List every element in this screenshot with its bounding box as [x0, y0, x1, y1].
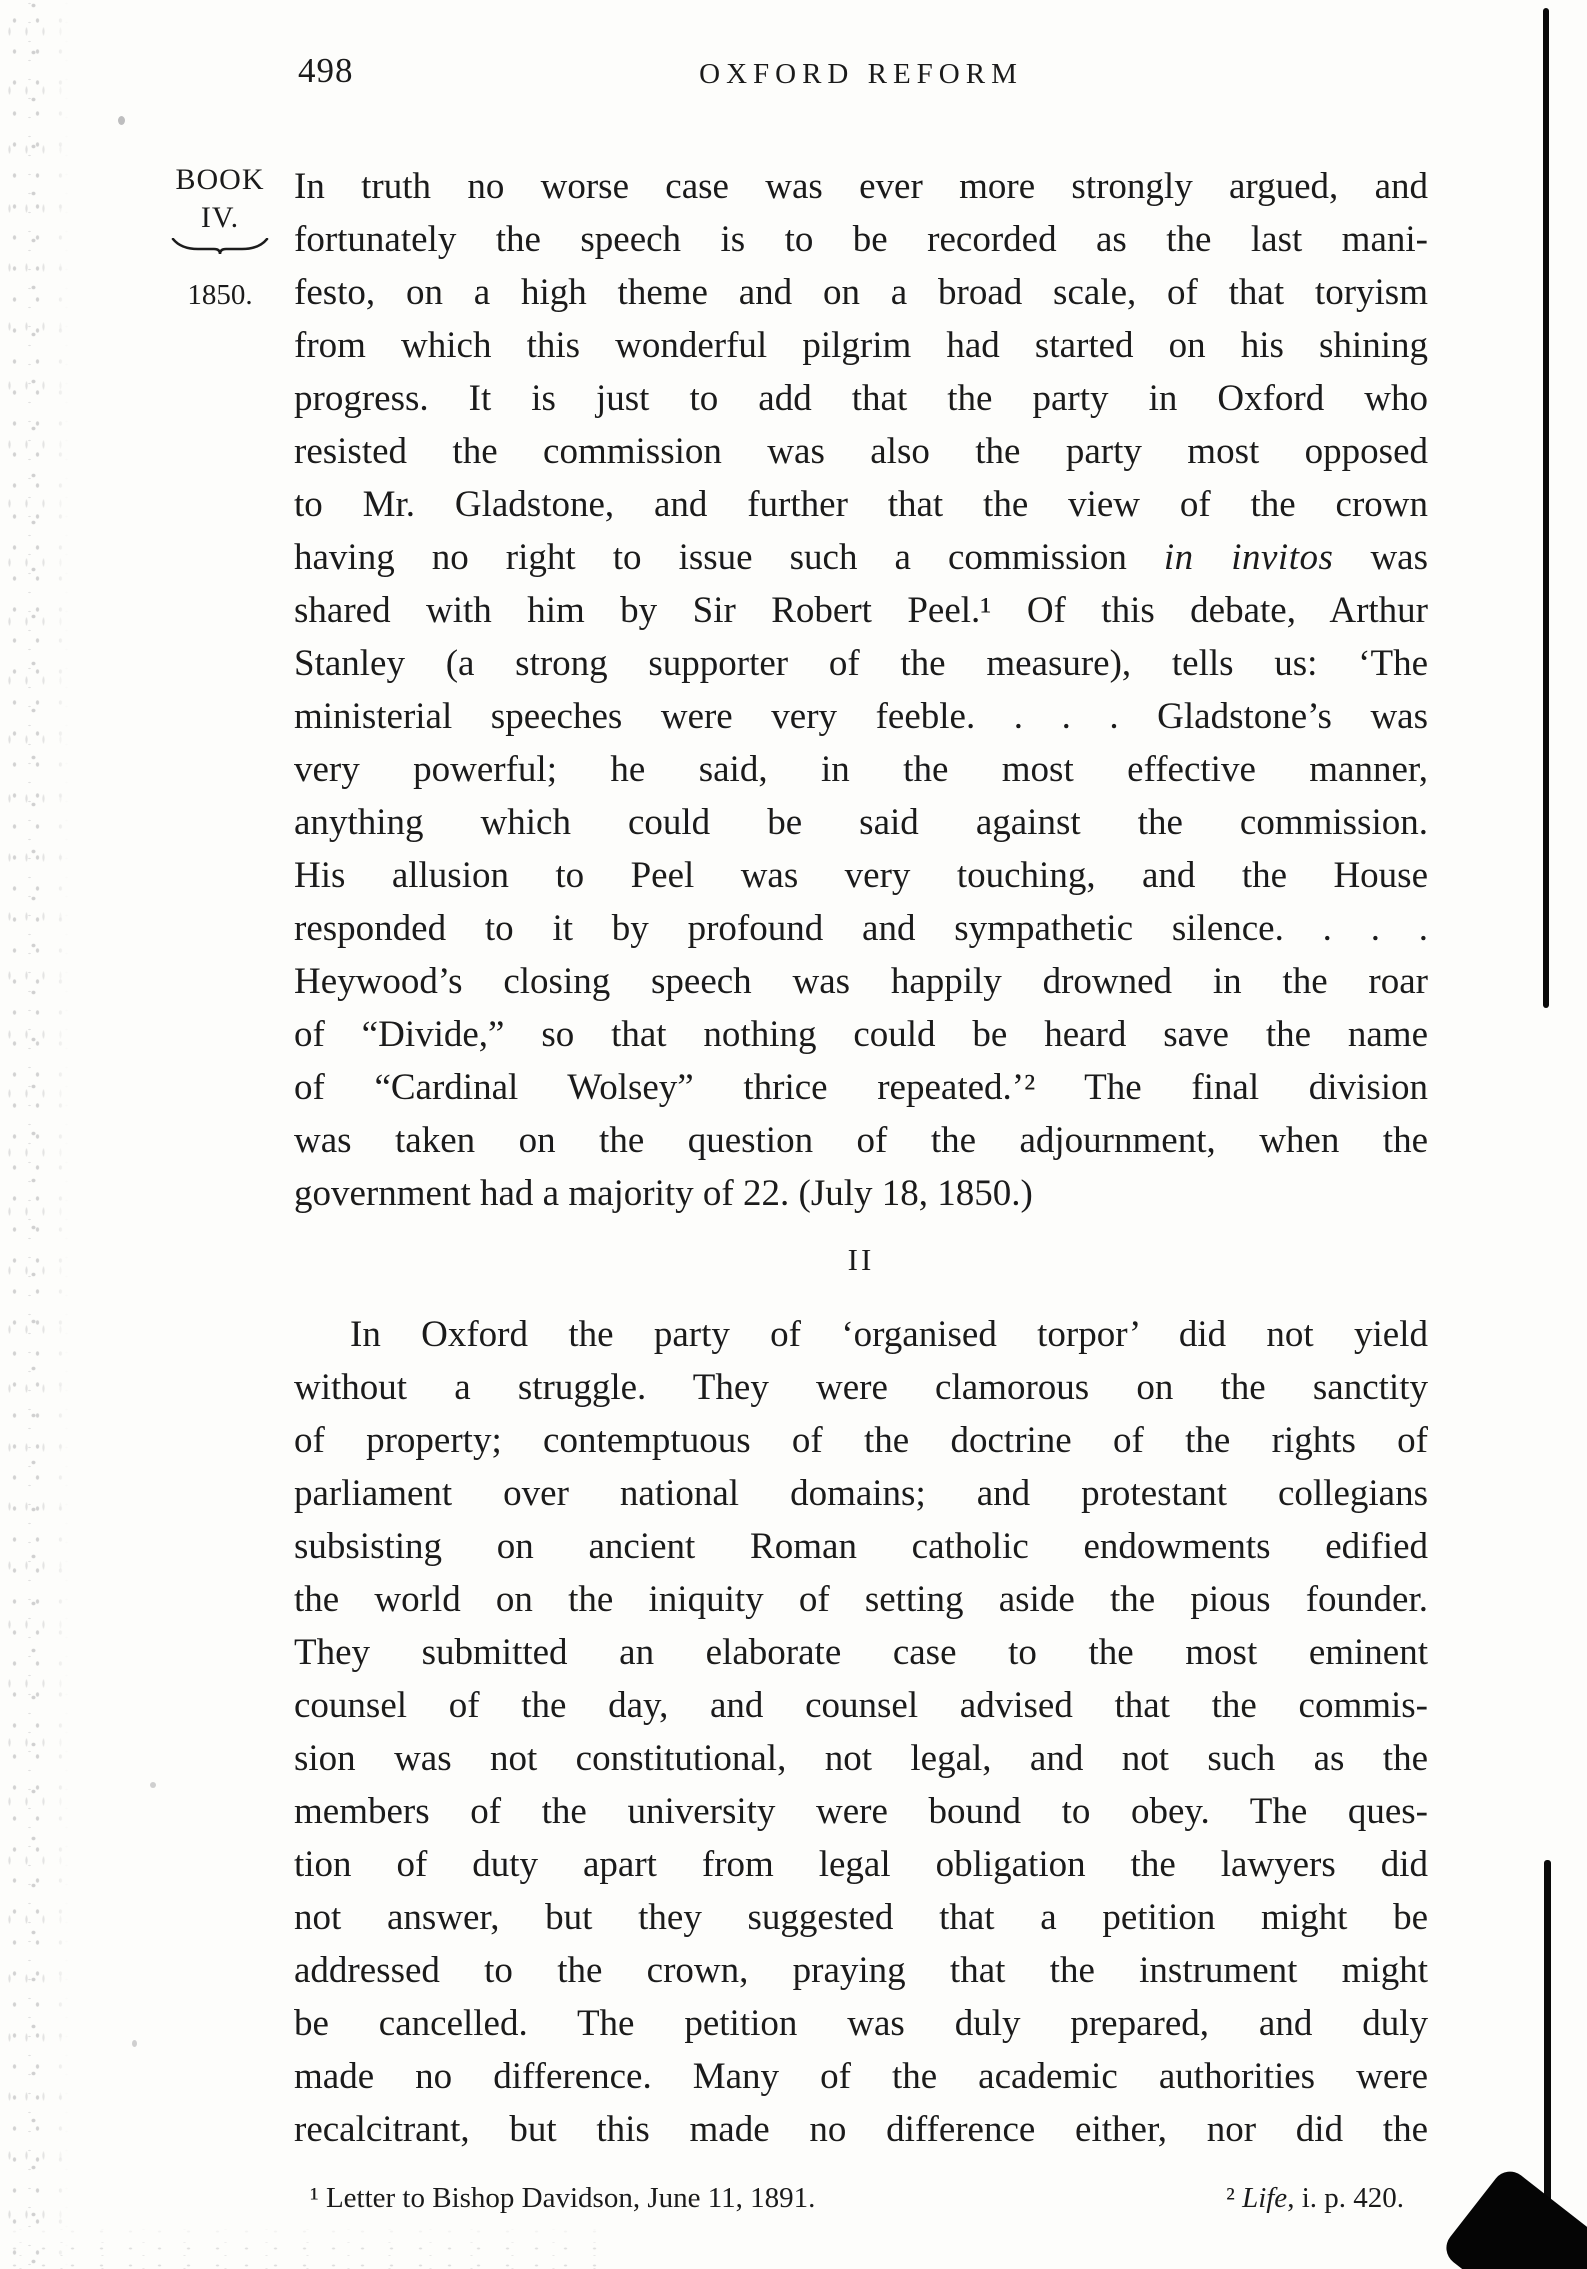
scan-noise-left: [0, 0, 70, 2269]
body-line: Heywood’s closing speech was happily drowned in the roar: [294, 961, 1428, 1002]
body-line: They submitted an elaborate case to the most eminent: [294, 1632, 1428, 1673]
body-line: tion of duty apart from legal obligation the lawyers did: [294, 1844, 1428, 1885]
scan-noise-bottom: [0, 2223, 620, 2269]
body-line: counsel of the day, and counsel advised that the commis-: [294, 1685, 1428, 1726]
body-line: the world on the iniquity of setting aside the pious founder.: [294, 1579, 1428, 1620]
page-header: [294, 50, 1428, 96]
body-line: His allusion to Peel was very touching, and the House: [294, 855, 1428, 896]
body-line: shared with him by Sir Robert Peel.¹ Of this debate, Arthur: [294, 590, 1428, 631]
body-line: made no difference. Many of the academic authorities were: [294, 2056, 1428, 2097]
body-line: festo, on a high theme and on a broad scale, of that toryism: [294, 272, 1428, 313]
page-number: 498: [298, 51, 354, 90]
body-line: be cancelled. The petition was duly prepared, and duly: [294, 2003, 1428, 2044]
body-line: without a struggle. They were clamorous on the sanctity: [294, 1367, 1428, 1408]
body-line: very powerful; he said, in the most effective manner,: [294, 749, 1428, 790]
body-line: ministerial speeches were very feeble. . . . Gladstone’s was: [294, 696, 1428, 737]
spine-line-bottom: [1544, 1860, 1551, 2240]
body-line: In truth no worse case was ever more strongly argued, and: [294, 166, 1428, 207]
footnote-1: ¹ Letter to Bishop Davidson, June 11, 1891.: [310, 2182, 816, 2214]
corner-ink-blob: [1439, 2164, 1587, 2269]
scan-speck: [132, 2040, 137, 2047]
body-line: responded to it by profound and sympathetic silence. . . .: [294, 908, 1428, 949]
paragraph-1: [294, 160, 1428, 1220]
paragraph-2: [294, 1308, 1428, 2156]
scan-speck: [150, 1782, 156, 1788]
body-line: Stanley (a strong supporter of the measure), tells us: ‘The: [294, 643, 1428, 684]
body-line: not answer, but they suggested that a petition might be: [294, 1897, 1428, 1938]
spine-line-top: [1543, 8, 1549, 1008]
body-line: resisted the commission was also the party most opposed: [294, 431, 1428, 472]
footnotes: [294, 2178, 1428, 2218]
body-line: In Oxford the party of ‘organised torpor’ did not yield: [350, 1314, 1428, 1355]
footnote-2: ² Life, i. p. 420.: [1226, 2182, 1404, 2214]
body-line: sion was not constitutional, not legal, and not such as the: [294, 1738, 1428, 1779]
scan-speck: [118, 116, 125, 125]
body-line: progress. It is just to add that the party in Oxford who: [294, 378, 1428, 419]
body-line: was taken on the question of the adjournment, when the: [294, 1120, 1428, 1161]
body-line: members of the university were bound to obey. The ques-: [294, 1791, 1428, 1832]
body-line: from which this wonderful pilgrim had started on his shining: [294, 325, 1428, 366]
body-line: government had a majority of 22. (July 18, 1850.): [294, 1173, 1033, 1214]
brace-icon: [170, 238, 270, 255]
running-head: OXFORD REFORM: [699, 58, 1023, 90]
body-line: addressed to the crown, praying that the instrument might: [294, 1950, 1428, 1991]
body-line: having no right to issue such a commission in invitos was: [294, 537, 1428, 578]
section-heading: II: [847, 1242, 875, 1277]
body-line: of “Divide,” so that nothing could be heard save the name: [294, 1014, 1428, 1055]
margin-note: [146, 160, 294, 313]
body-line: of property; contemptuous of the doctrine of the rights of: [294, 1420, 1428, 1461]
body-line: fortunately the speech is to be recorded as the last mani-: [294, 219, 1428, 260]
body-line: subsisting on ancient Roman catholic endowments edified: [294, 1526, 1428, 1567]
body-line: anything which could be said against the commission.: [294, 802, 1428, 843]
margin-note-book-label: BOOK: [175, 163, 265, 196]
body-line: of “Cardinal Wolsey” thrice repeated.’² The final division: [294, 1067, 1428, 1108]
body-line: recalcitrant, but this made no difference either, nor did the: [294, 2109, 1428, 2150]
margin-note-year: 1850.: [187, 279, 253, 311]
body-line: to Mr. Gladstone, and further that the view of the crown: [294, 484, 1428, 525]
body-line: parliament over national domains; and protestant collegians: [294, 1473, 1428, 1514]
margin-note-book-numeral: IV.: [200, 201, 240, 234]
